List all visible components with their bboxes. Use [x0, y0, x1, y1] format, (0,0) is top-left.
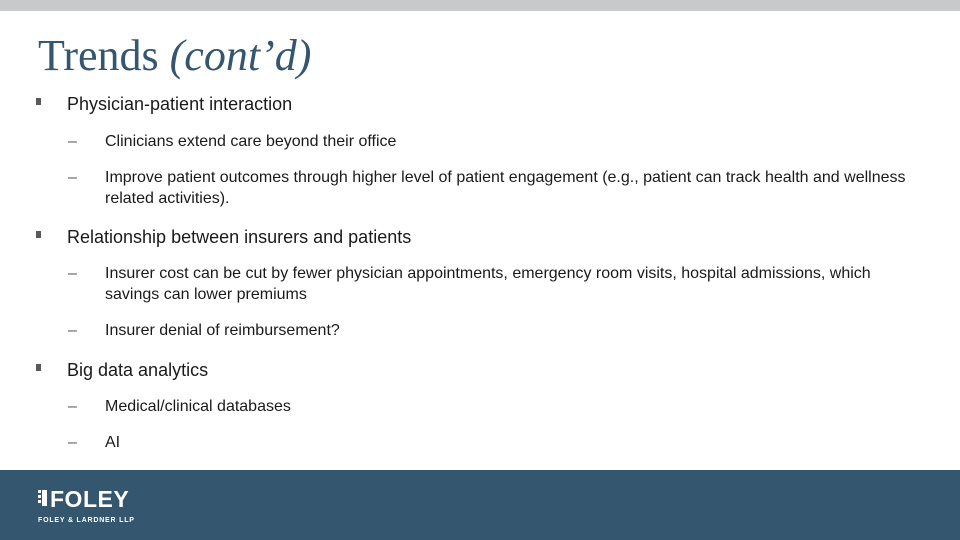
title-main: Trends [38, 31, 159, 80]
dash-bullet-icon: – [68, 265, 77, 282]
dash-bullet-icon: – [68, 434, 77, 451]
sub-bullet-text: AI [105, 434, 121, 451]
sub-bullet-text: Medical/clinical databases [105, 398, 291, 415]
square-bullet-icon [36, 98, 41, 105]
logo-subtitle: FOLEY & LARDNER LLP [38, 517, 135, 524]
bullet-heading: Physician-patient interaction [67, 94, 293, 114]
logo-mark-icon [38, 490, 48, 506]
dash-bullet-icon: – [68, 169, 77, 186]
bullet-heading: Relationship between insurers and patients [67, 227, 412, 247]
square-bullet-icon [36, 364, 41, 371]
dash-bullet-icon: – [68, 322, 77, 339]
top-accent-bar [0, 0, 960, 11]
sub-bullet-text: Insurer denial of reimbursement? [105, 322, 340, 339]
sub-bullet-text: Clinicians extend care beyond their office [105, 133, 397, 150]
footer-bar [0, 470, 960, 540]
logo-wordmark: FOLEY [50, 486, 130, 512]
bullet-heading: Big data analytics [67, 360, 209, 380]
dash-bullet-icon: – [68, 133, 77, 150]
dash-bullet-icon: – [68, 398, 77, 415]
sub-bullet-text: Insurer cost can be cut by fewer physician appointments, emergency room visits, hospital admissions, which savings can lower premiums [105, 265, 871, 303]
page-title [38, 30, 311, 82]
sub-bullet-text: Improve patient outcomes through higher level of patient engagement (e.g., patient can track health and wellness related activities). [105, 169, 906, 207]
square-bullet-icon [36, 231, 41, 238]
title-italic: (cont’d) [169, 31, 312, 80]
